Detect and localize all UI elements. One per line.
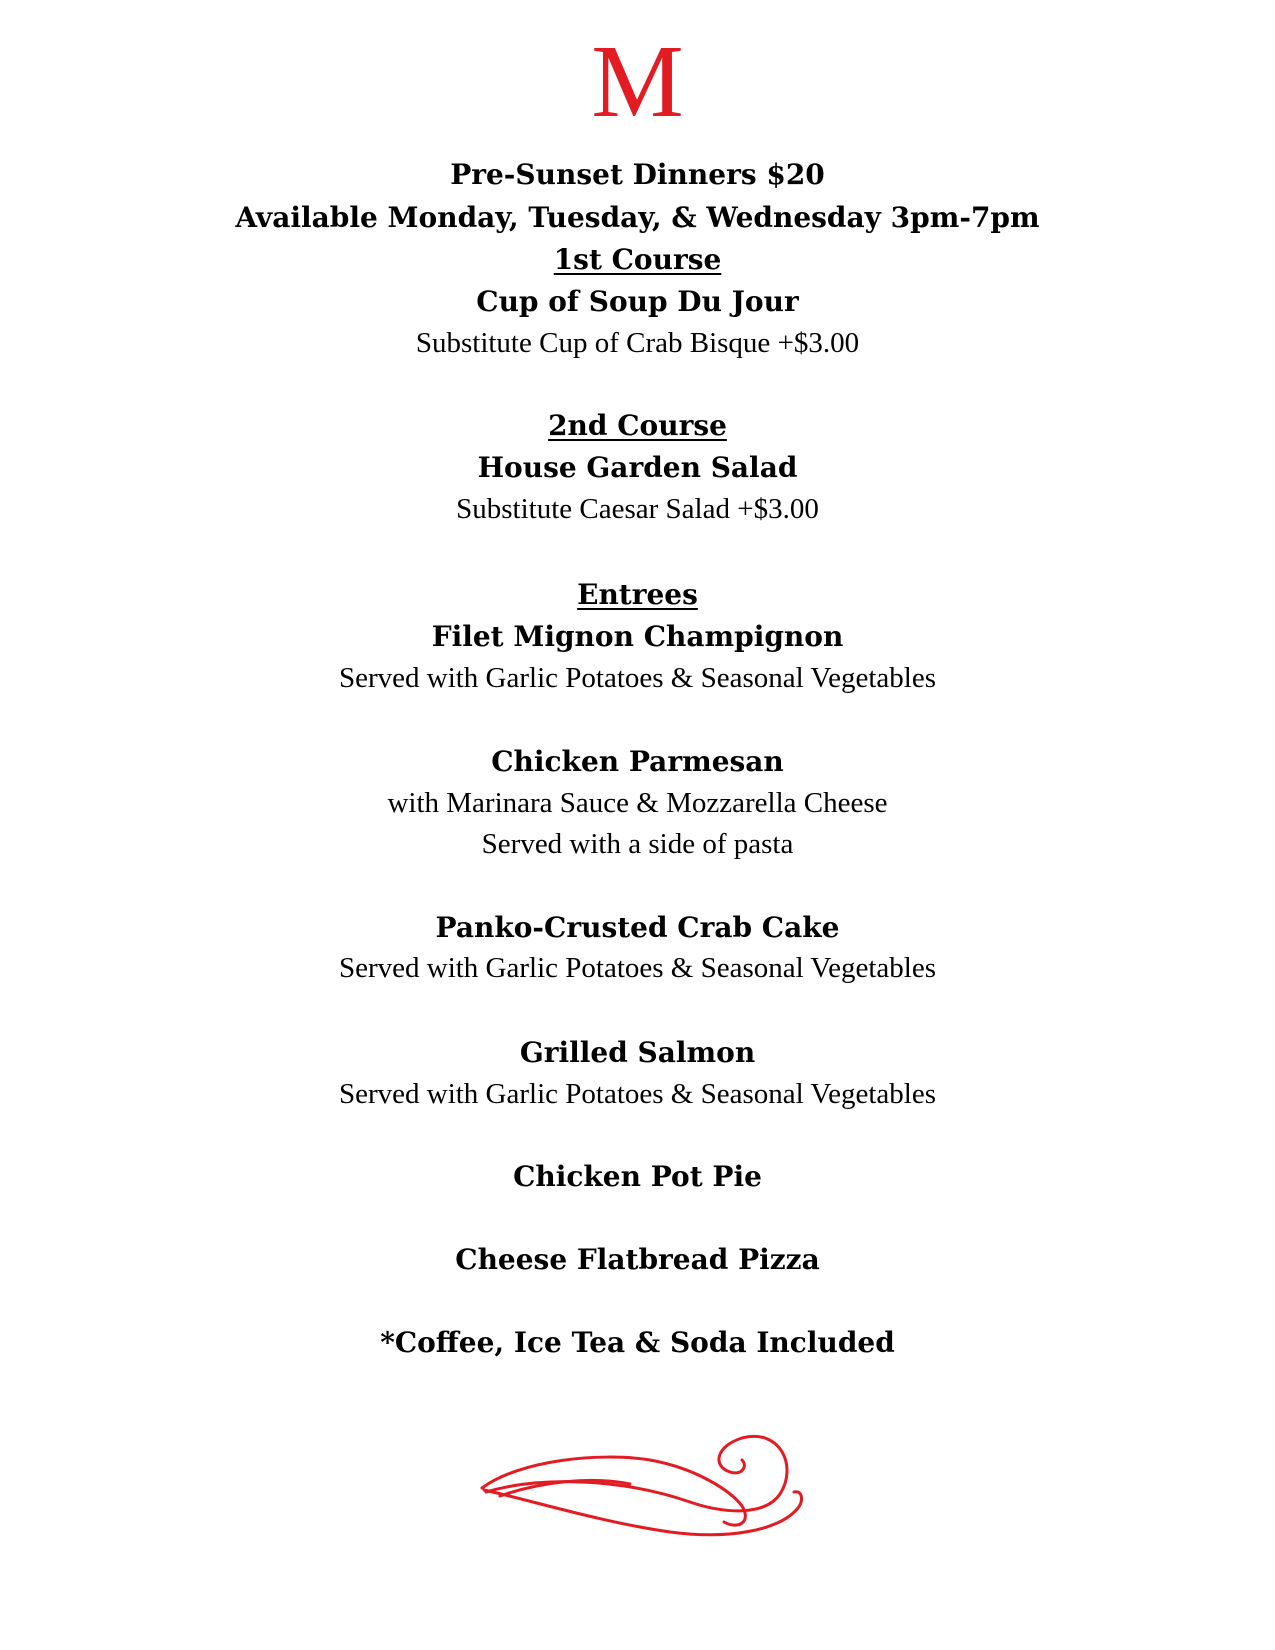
entree-name: Grilled Salmon xyxy=(519,1036,756,1069)
entree-description: Served with Garlic Potatoes & Seasonal Vegetables xyxy=(338,662,937,694)
entree-description: Served with Garlic Potatoes & Seasonal Vegetables xyxy=(338,952,937,984)
second-course-item: House Garden Salad xyxy=(477,451,798,484)
beverages-note: *Coffee, Ice Tea & Soda Included xyxy=(380,1326,895,1359)
second-course-note: Substitute Caesar Salad +$3.00 xyxy=(456,493,819,525)
entree-description: Served with Garlic Potatoes & Seasonal Vegetables xyxy=(338,1078,937,1110)
first-course-note: Substitute Cup of Crab Bisque +$3.00 xyxy=(415,327,860,359)
entree-name: Chicken Parmesan xyxy=(491,745,784,778)
entrees-heading: Entrees xyxy=(577,578,698,611)
first-course-heading: 1st Course xyxy=(553,243,722,276)
entree-name: Chicken Pot Pie xyxy=(513,1160,762,1193)
entree-name: Filet Mignon Champignon xyxy=(431,620,844,653)
entree-description: Served with a side of pasta xyxy=(481,828,794,860)
availability-text: Available Monday, Tuesday, & Wednesday 3pm-7pm xyxy=(235,201,1040,234)
logo-letter: M xyxy=(591,24,684,139)
flourish-ornament xyxy=(480,1430,820,1540)
entree-name: Cheese Flatbread Pizza xyxy=(455,1243,820,1276)
menu-title: Pre-Sunset Dinners $20 xyxy=(450,158,825,191)
first-course-item: Cup of Soup Du Jour xyxy=(476,285,799,318)
entree-description: with Marinara Sauce & Mozzarella Cheese xyxy=(387,787,888,819)
second-course-heading: 2nd Course xyxy=(548,409,727,442)
entree-name: Panko-Crusted Crab Cake xyxy=(435,911,840,944)
